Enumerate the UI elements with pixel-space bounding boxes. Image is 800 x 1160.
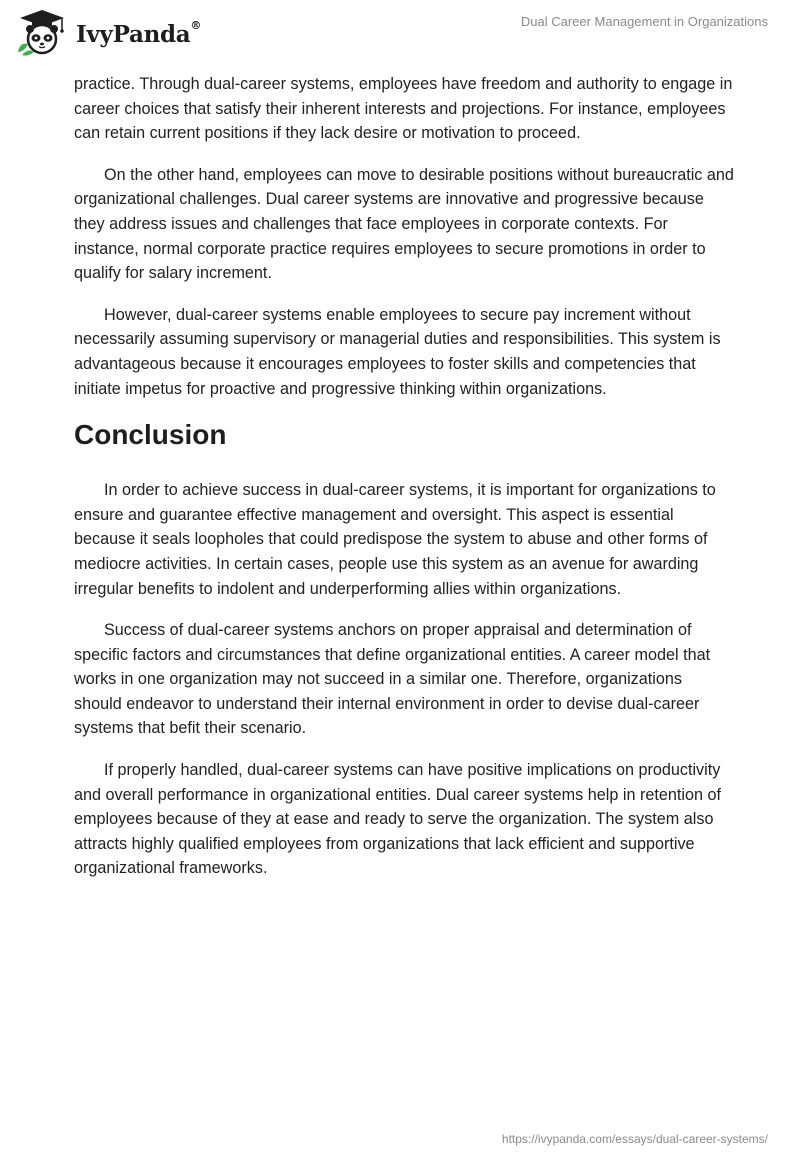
section-heading-conclusion: Conclusion: [74, 419, 227, 451]
paragraph: In order to achieve success in dual-career systems, it is important for organizations to ensure and guarantee effective management and oversight. This aspect is essential because it seals loopholes that could predispose the system to abuse and other forms of mediocre activities. In certain cases, people use this system as an avenue for awarding irregular benefits to indolent and underperforming allies within organizations.: [74, 481, 716, 598]
logo-brand-name: IvyPanda: [76, 20, 191, 48]
paragraph-continued: practice. Through dual-career systems, employees have freedom and authority to engage in career choices that satisfy their inherent interests and projections. For instance, employees can retain current positions if they lack desire or motivation to proceed.: [74, 75, 733, 143]
essay-content: [74, 72, 734, 898]
paragraph: If properly handled, dual-career systems can have positive implications on productivity and overall performance in organizational entities. Dual career systems help in retention of employees because of they at ease and ready to serve the organization. The system also attracts highly qualified employees from organizations that lack efficient and supportive organizational frameworks.: [74, 761, 721, 878]
source-url[interactable]: https://ivypanda.com/essays/dual-career-systems/: [501, 1132, 768, 1146]
document-title: Dual Career Management in Organizations: [520, 14, 768, 29]
paragraph: On the other hand, employees can move to desirable positions without bureaucratic and organizational challenges. Dual career systems are innovative and progressive because they address issues and challenges that face employees in corporate contexts. For instance, normal corporate practice requires employees to secure promotions in order to qualify for salary increment.: [74, 165, 734, 283]
paragraph: Success of dual-career systems anchors on proper appraisal and determination of specific factors and circumstances that define organizational entities. A career model that works in one organization may not succeed in a similar one. Therefore, organizations should endeavor to understand their internal environment in order to devise dual-career systems that befit their scenario.: [74, 621, 711, 738]
registered-mark: ®: [190, 18, 202, 32]
logo-text: [76, 18, 202, 48]
panda-graduate-icon: [14, 8, 70, 56]
paragraph: However, dual-career systems enable employees to secure pay increment without necessarily assuming supervisory or managerial duties and responsibilities. This system is advantageous because it encourages employees to foster skills and competencies that initiate impetus for proactive and progressive thinking within organizations.: [74, 305, 721, 398]
ivypanda-logo[interactable]: [14, 8, 201, 56]
page-header: [0, 0, 800, 70]
